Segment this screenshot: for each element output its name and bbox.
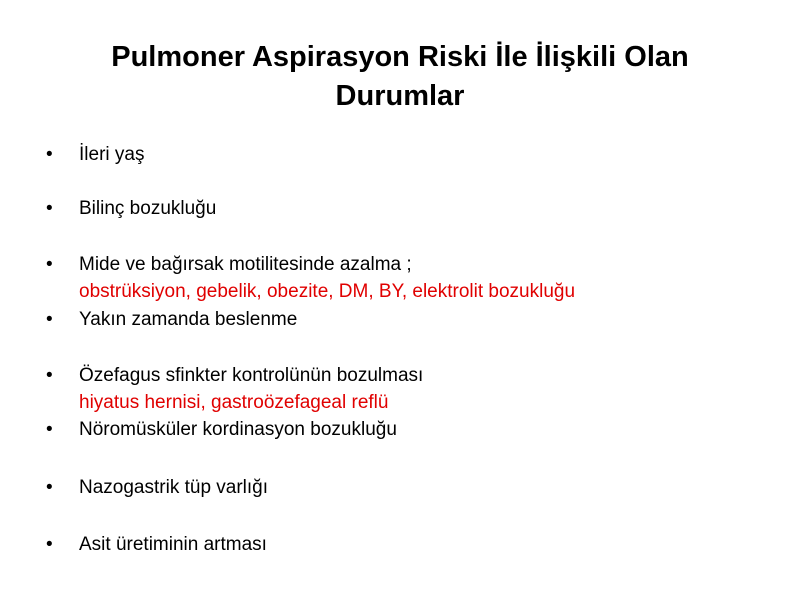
bullet-marker: • [46,309,53,330]
bullet-marker: • [46,198,53,219]
slide-title-line-2: Durumlar [335,80,465,112]
list-item-text: Mide ve bağırsak motilitesinde azalma ; [79,254,412,275]
list-item-subtext: obstrüksiyon, gebelik, obezite, DM, BY, elektrolit bozukluğu [79,281,576,302]
bullet-marker: • [46,144,53,165]
list-item-subtext: hiyatus hernisi, gastroözefageal reflü [79,392,389,413]
list-item-text: Özefagus sfinkter kontrolünün bozulması [79,365,424,386]
list-item-text: Yakın zamanda beslenme [79,309,298,330]
bullet-marker: • [46,365,53,386]
list-item-text: Asit üretiminin artması [79,534,267,555]
list-item-text: İleri yaş [79,144,145,165]
list-item-text: Nazogastrik tüp varlığı [79,477,269,498]
list-item-text: Bilinç bozukluğu [79,198,217,219]
list-item-text: Nöromüsküler kordinasyon bozukluğu [79,419,397,440]
bullet-marker: • [46,534,53,555]
slide-title-line-1: Pulmoner Aspirasyon Riski İle İlişkili Olan [111,41,689,73]
slide-title [40,38,760,116]
bullet-marker: • [46,477,53,498]
bullet-marker: • [46,419,53,440]
bullet-marker: • [46,254,53,275]
